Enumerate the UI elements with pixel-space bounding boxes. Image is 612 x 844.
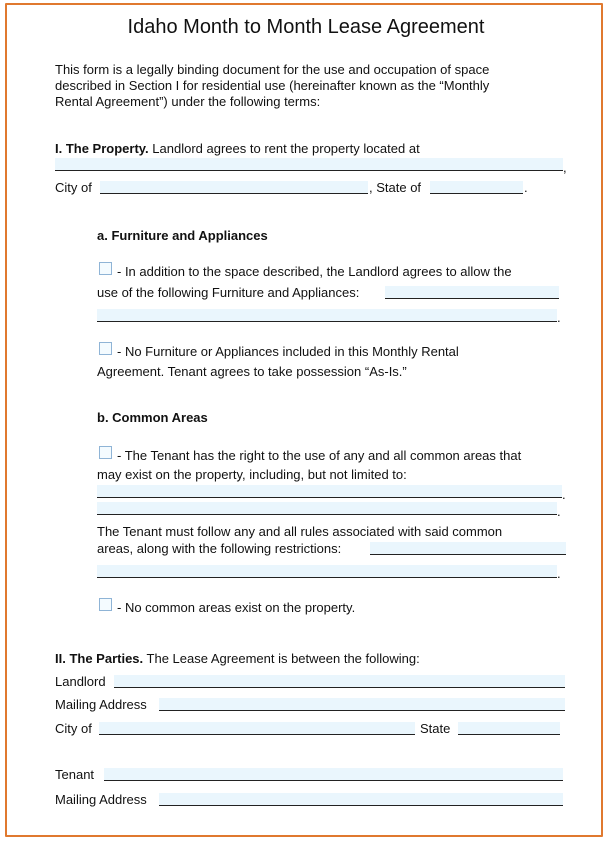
furniture-opt2-line1: - No Furniture or Appliances included in this Monthly Rental xyxy=(117,344,459,359)
intro-line-3: Rental Agreement”) under the following terms: xyxy=(55,94,321,109)
intro-line-2: described in Section I for residential use (hereinafter known as the “Monthly xyxy=(55,78,490,93)
restrictions-period: . xyxy=(557,566,561,581)
common-opt2: - No common areas exist on the property. xyxy=(117,600,356,615)
property-sentence xyxy=(55,141,420,157)
restrictions-field-2[interactable] xyxy=(97,565,557,578)
landlord-mailing-label: Mailing Address xyxy=(55,697,147,712)
common-areas-checkbox[interactable] xyxy=(99,446,112,459)
common-period-2: . xyxy=(557,504,561,519)
common-areas-field-2[interactable] xyxy=(97,502,557,515)
common-opt1-line1: - The Tenant has the right to the use of any and all common areas that xyxy=(117,448,522,463)
property-address-field[interactable] xyxy=(55,158,563,171)
parties-sentence xyxy=(55,651,420,667)
landlord-mailing-field[interactable] xyxy=(159,698,565,711)
furniture-heading: a. Furniture and Appliances xyxy=(97,228,268,243)
property-text: Landlord agrees to rent the property located at xyxy=(152,141,420,156)
landlord-city-field[interactable] xyxy=(99,722,415,735)
common-areas-field-1[interactable] xyxy=(97,485,562,498)
tenant-field[interactable] xyxy=(104,768,563,781)
common-period-1: . xyxy=(562,487,566,502)
address-comma: , xyxy=(563,160,567,175)
landlord-state-label: State xyxy=(420,721,451,736)
document-title: Idaho Month to Month Lease Agreement xyxy=(127,16,485,38)
common-opt1-line2: may exist on the property, including, but not limited to: xyxy=(97,467,407,482)
tenant-mailing-label: Mailing Address xyxy=(55,792,147,807)
no-common-areas-checkbox[interactable] xyxy=(99,598,112,611)
landlord-label: Landlord xyxy=(55,674,106,689)
furniture-list-field-2[interactable] xyxy=(97,309,557,322)
city-label: City of xyxy=(55,180,92,195)
furniture-included-checkbox[interactable] xyxy=(99,262,112,275)
landlord-state-field[interactable] xyxy=(458,722,560,735)
common-rules-line2: areas, along with the following restrictions: xyxy=(97,541,342,556)
state-period: . xyxy=(524,180,528,195)
common-heading: b. Common Areas xyxy=(97,410,208,425)
parties-text: The Lease Agreement is between the following: xyxy=(146,651,420,666)
landlord-city-label: City of xyxy=(55,721,92,736)
tenant-label: Tenant xyxy=(55,767,95,782)
furniture-opt1-line2: use of the following Furniture and Appliances: xyxy=(97,285,360,300)
tenant-mailing-field[interactable] xyxy=(159,793,563,806)
furniture-list-field[interactable] xyxy=(385,286,559,299)
furniture-period: . xyxy=(557,310,561,325)
furniture-opt1-line1: - In addition to the space described, the Landlord agrees to allow the xyxy=(117,264,512,279)
state-label: , State of xyxy=(369,180,422,195)
common-rules-line1: The Tenant must follow any and all rules associated with said common xyxy=(97,524,503,539)
furniture-opt2-line2: Agreement. Tenant agrees to take possession “As-Is.” xyxy=(97,364,407,379)
property-heading: I. The Property. xyxy=(55,141,149,156)
state-field[interactable] xyxy=(430,181,523,194)
landlord-field[interactable] xyxy=(114,675,565,688)
no-furniture-checkbox[interactable] xyxy=(99,342,112,355)
restrictions-field-1[interactable] xyxy=(370,542,566,555)
parties-heading: II. The Parties. xyxy=(55,651,144,666)
intro-line-1: This form is a legally binding document for the use and occupation of space xyxy=(55,62,490,77)
city-field[interactable] xyxy=(100,181,368,194)
